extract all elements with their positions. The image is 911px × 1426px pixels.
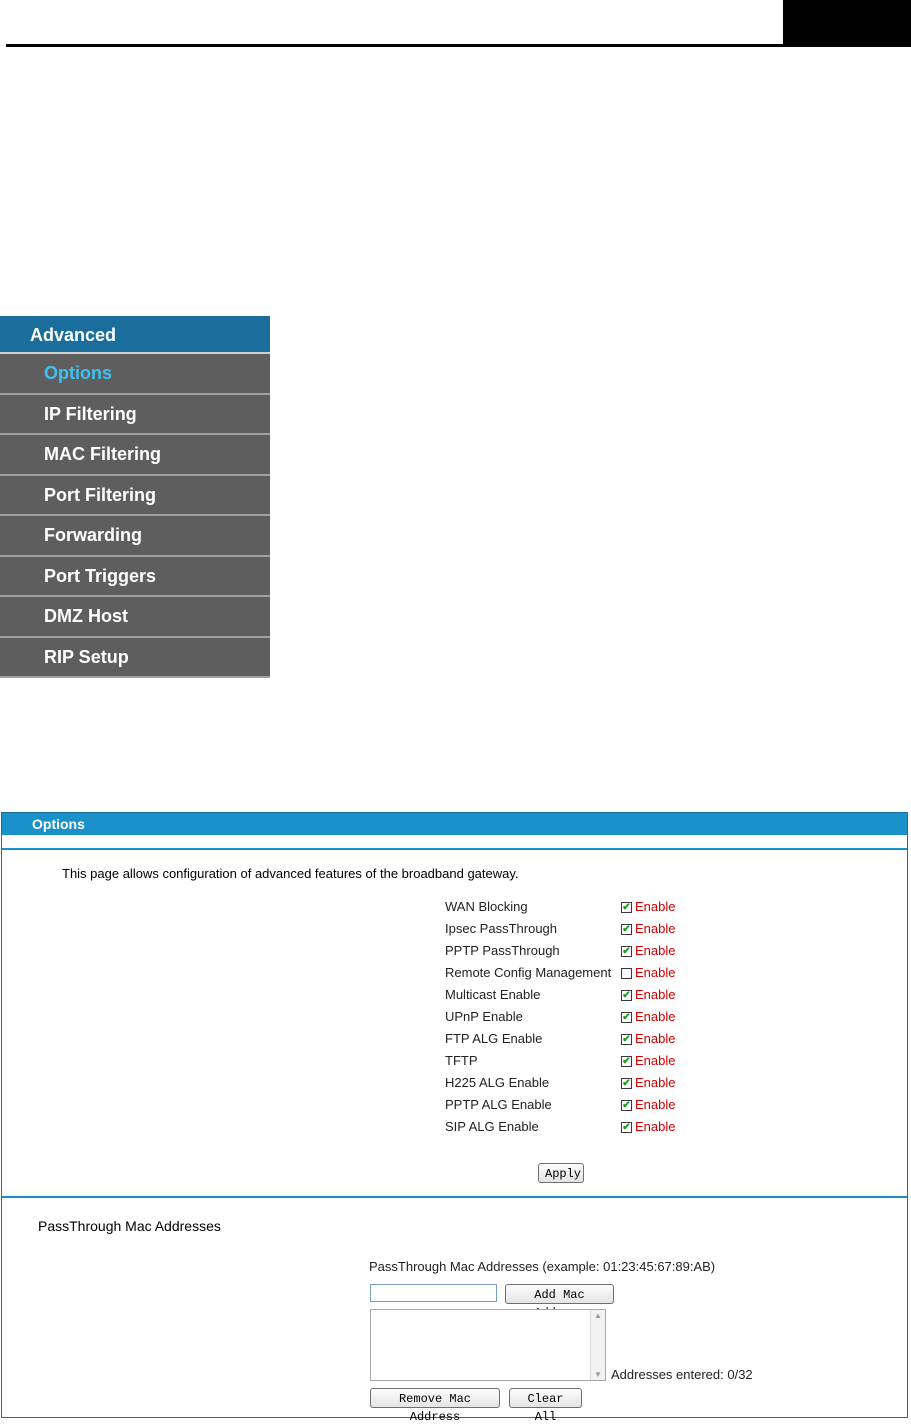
enable-checkbox[interactable]: [621, 1012, 632, 1023]
mac-address-list[interactable]: [370, 1309, 606, 1381]
enable-label: Enable: [635, 1053, 676, 1068]
enable-label: Enable: [635, 1031, 676, 1046]
enable-label: Enable: [635, 1075, 676, 1090]
mac-address-input[interactable]: [370, 1284, 497, 1302]
option-label: FTP ALG Enable: [445, 1031, 543, 1046]
addresses-count: Addresses entered: 0/32: [611, 1367, 753, 1382]
enable-label: Enable: [635, 921, 676, 936]
menu-header-advanced[interactable]: Advanced: [0, 316, 270, 354]
apply-button[interactable]: Apply: [538, 1163, 584, 1183]
checkmark-icon: ✔: [622, 1056, 631, 1067]
checkmark-icon: ✔: [622, 902, 631, 913]
passthrough-caption: PassThrough Mac Addresses (example: 01:23:45:67:89:AB): [369, 1259, 716, 1274]
menu-item-options[interactable]: Options: [0, 354, 270, 395]
enable-checkbox[interactable]: [621, 990, 632, 1001]
enable-checkbox[interactable]: [621, 1122, 632, 1133]
enable-label: Enable: [635, 943, 676, 958]
menu-item-port-filtering[interactable]: Port Filtering: [0, 476, 270, 517]
enable-checkbox[interactable]: [621, 1056, 632, 1067]
option-label: UPnP Enable: [445, 1009, 523, 1024]
enable-checkbox[interactable]: [621, 902, 632, 913]
option-label: WAN Blocking: [445, 899, 528, 914]
option-label: SIP ALG Enable: [445, 1119, 539, 1134]
enable-checkbox[interactable]: [621, 1100, 632, 1111]
page-description: This page allows configuration of advanced features of the broadband gateway.: [62, 866, 519, 881]
enable-label: Enable: [635, 1119, 676, 1134]
enable-label: Enable: [635, 965, 676, 980]
enable-label: Enable: [635, 1097, 676, 1112]
section-divider: [2, 1196, 907, 1198]
add-mac-address-button[interactable]: Add Mac: [505, 1284, 614, 1304]
remove-mac-address-button[interactable]: Remove Mac Address: [370, 1388, 500, 1408]
header-rule: [6, 44, 911, 47]
option-label: PPTP PassThrough: [445, 943, 560, 958]
menu-item-dmz-host[interactable]: DMZ Host: [0, 597, 270, 638]
option-label: PPTP ALG Enable: [445, 1097, 552, 1112]
clear-all-button[interactable]: Clear All: [509, 1388, 582, 1408]
checkmark-icon: ✔: [622, 946, 631, 957]
scroll-down-icon[interactable]: ▼: [594, 1370, 602, 1379]
option-label: Multicast Enable: [445, 987, 541, 1002]
checkmark-icon: ✔: [622, 1012, 631, 1023]
enable-checkbox[interactable]: [621, 1034, 632, 1045]
menu-item-mac-filtering[interactable]: MAC Filtering: [0, 435, 270, 476]
menu-item-forwarding[interactable]: Forwarding: [0, 516, 270, 557]
advanced-menu: [0, 316, 270, 678]
enable-checkbox[interactable]: [621, 946, 632, 957]
enable-label: Enable: [635, 899, 676, 914]
mac-list-scrollbar[interactable]: [590, 1310, 605, 1380]
checkmark-icon: ✔: [622, 924, 631, 935]
header-tab: [783, 0, 911, 47]
option-label: TFTP: [445, 1053, 478, 1068]
option-label: Remote Config Management: [445, 965, 612, 980]
enable-checkbox[interactable]: [621, 1078, 632, 1089]
passthrough-section-title: PassThrough Mac Addresses: [38, 1218, 221, 1234]
checkmark-icon: ✔: [622, 1122, 631, 1133]
checkmark-icon: ✔: [622, 1034, 631, 1045]
checkmark-icon: ✔: [622, 1100, 631, 1111]
title-divider: [2, 848, 907, 850]
scroll-up-icon[interactable]: ▲: [594, 1311, 602, 1320]
menu-item-rip-setup[interactable]: RIP Setup: [0, 638, 270, 679]
enable-checkbox[interactable]: [621, 968, 632, 979]
menu-item-port-triggers[interactable]: Port Triggers: [0, 557, 270, 598]
enable-label: Enable: [635, 1009, 676, 1024]
checkmark-icon: ✔: [622, 1078, 631, 1089]
panel-title: Options: [2, 813, 907, 835]
option-label: H225 ALG Enable: [445, 1075, 550, 1090]
enable-label: Enable: [635, 987, 676, 1002]
enable-checkbox[interactable]: [621, 924, 632, 935]
menu-item-ip-filtering[interactable]: IP Filtering: [0, 395, 270, 436]
checkmark-icon: ✔: [622, 990, 631, 1001]
options-panel: [1, 812, 908, 1424]
option-label: Ipsec PassThrough: [445, 921, 558, 936]
